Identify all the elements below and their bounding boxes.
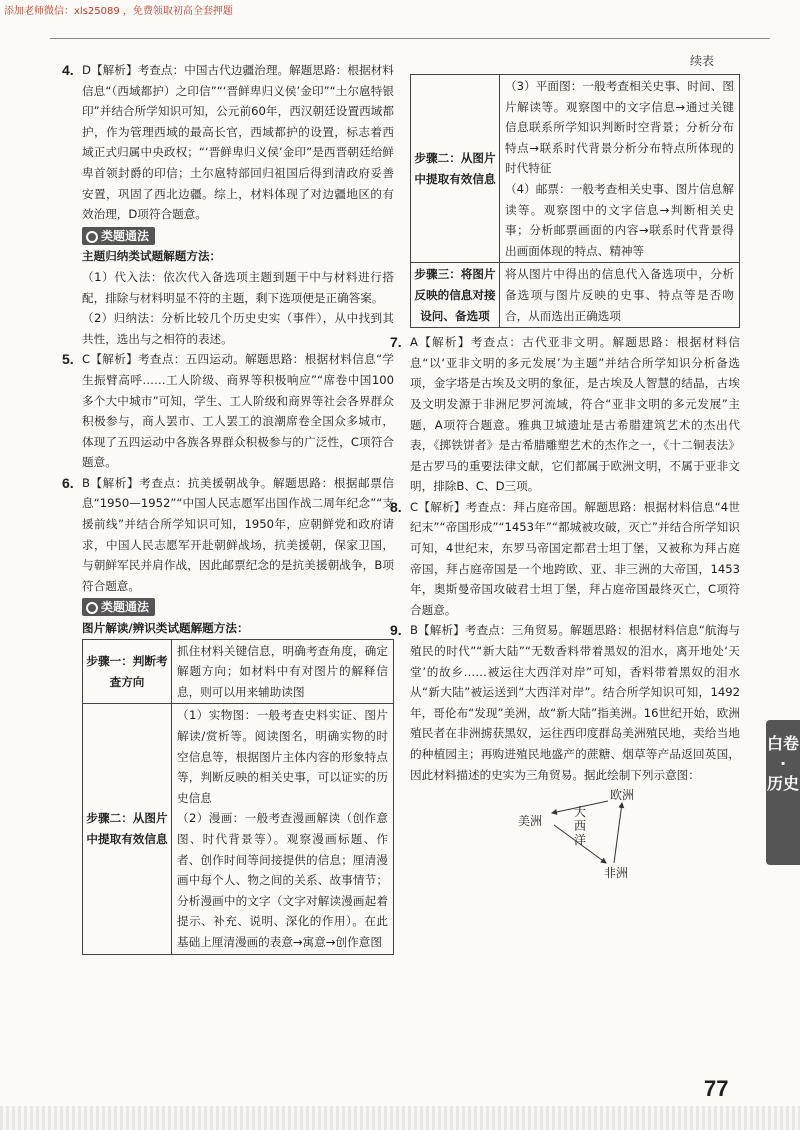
page-number: 77: [704, 1076, 729, 1101]
question-9: [390, 620, 740, 785]
tip-label: 类题通法: [82, 598, 155, 616]
step-body: 将从图片中得出的信息代入备选项中，分析备选项与图片反映的史事、特点等是否吻合，从而选出正确选项: [500, 263, 740, 328]
question-4: [62, 60, 394, 225]
step-head: 步骤二：从图片中提取有效信息: [83, 704, 172, 954]
steps-table-continued: [410, 74, 740, 328]
left-column: [62, 60, 394, 955]
continued-label: 续表: [690, 54, 715, 68]
table-row: [83, 639, 394, 704]
step-body: 抓住材料关键信息，明确考查角度，确定解题方向；如材料中有对图片的解释信息，则可以用来辅助读图: [172, 639, 394, 704]
label-atlantic: 大西洋: [574, 805, 587, 848]
question-number: 5.: [62, 351, 74, 368]
step-head: 步骤三：将图片反映的信息对接设问、备选项: [411, 263, 500, 328]
table-row: [83, 704, 394, 954]
tip-label: 类题通法: [82, 227, 155, 245]
question-text: B【解析】考查点：三角贸易。解题思路：根据材料信息“航海与殖民的时代”“新大陆”“无数香料带着黑奴的泪水，离开地处‘天堂’的故乡……被运往大西洋对岸”可知，香料带着黑奴的泪水从“新大陆”被运送到“大西洋对岸”。结合所学知识可知，1492年，哥伦布“发现”美洲，故“新大陆”指美洲。16世纪开始，欧洲殖民者在非洲掳获黑奴，运往西印度群岛美洲殖民地，卖给当地的种植园主；再购进殖民地盛产的蔗糖、烟草等产品返回英国，因此材料描述的史实为三角贸易。据此绘制下列示意图：: [410, 623, 740, 782]
step-sub-item: （1）实物图：一般考查史料实证、图片解读/赏析等。阅读图名，明确实物的时空信息等，根据图片主体内容的形象特点等，判断反映的相关史事，可以证实的历史信息: [177, 708, 388, 805]
steps-table: [82, 639, 394, 955]
step-head: 步骤一：判断考查方向: [83, 639, 172, 704]
scan-edge: [0, 1106, 800, 1130]
tab-dot: ·: [779, 754, 787, 773]
step-sub-item: （3）平面图：一般考查相关史事、时间、图片解读等。观察图中的文字信息→通过关键信息联系所学知识判断时空背景；分析分布特点→联系时代背景分析分布特点所体现的时代特征: [505, 79, 734, 176]
question-number: 6.: [62, 474, 74, 491]
subject-tab: [766, 720, 800, 865]
question-5: [62, 349, 394, 473]
header-rule: [50, 38, 770, 39]
step-body: [500, 75, 740, 263]
key-icon: [86, 231, 98, 243]
tip-item: （2）归纳法：分析比较几个历史史实（事件），从中找到其共性，选出与之相符的表述。: [82, 311, 394, 346]
question-6: [62, 473, 394, 597]
question-text: D【解析】考查点：中国古代边疆治理。解题思路：根据材料信息“（西域都护）之印信”“‘晋鲜卑归义侯’金印”“土尔扈特银印”并结合所学知识可知，公元前60年，西汉朝廷设置西域都护，作为管理西域的最高长官，西域都护的设置，标志着西域正式归属中央政权；“‘晋鲜卑归义侯’金印”是西晋朝廷给鲜卑首领封爵的印信；土尔扈特部回归祖国后得到清政府妥善安置，巩固了西北边疆。综上，材料体现了对边疆地区的有效治理，D项符合题意。: [82, 63, 394, 222]
tab-text: 白卷: [766, 734, 799, 753]
label-europe: 欧洲: [610, 788, 635, 803]
question-number: 4.: [62, 62, 74, 78]
label-africa: 非洲: [604, 866, 629, 881]
arrow-africa-europe: [614, 803, 622, 863]
key-icon: [86, 602, 98, 614]
question-text: C【解析】考查点：拜占庭帝国。解题思路：根据材料信息“4世纪末”“帝国形成”“1453年”“都城被攻破，灭亡”并结合所学知识可知，4世纪末，东罗马帝国定都君士坦丁堡，又被称为拜占庭帝国，拜占庭帝国是一个地跨欧、亚、非三洲的大帝国，1453年，奥斯曼帝国攻破君士坦丁堡，拜占庭帝国最终灭亡，C项符合题意。: [410, 499, 740, 617]
question-number: 7.: [390, 334, 402, 351]
question-8: [390, 497, 740, 621]
question-text: C【解析】考查点：五四运动。解题思路：根据材料信息“学生振臂高呼……工人阶级、商界等积极响应”“席卷中国100多个大中城市”可知，学生、工人阶级和商界等社会各界群众积极参与，商人罢市、工人罢工的浪潮席卷全国众多城市，体现了五四运动中各族各界群众积极参与的广泛性，C项符合题意。: [82, 352, 394, 470]
tip-box-2: [82, 596, 394, 954]
step-body: [172, 704, 394, 954]
table-row: [411, 75, 740, 263]
question-number: 8.: [390, 498, 402, 515]
tab-text: 历史: [766, 774, 799, 793]
question-7: [390, 332, 740, 497]
tip-box-1: [82, 225, 394, 350]
right-column: [390, 74, 740, 881]
step-sub-item: （4）邮票：一般考查相关史事、图片信息解读等。观察图中的文字信息→判断相关史事；分析邮票画面的内容→联系时代背景得出画面体现的特点、精神等: [505, 181, 734, 258]
step-sub-item: （2）漫画：一般考查漫画解读（创作意图、时代背景等）。观察漫画标题、作者、创作时间等间接提供的信息；厘清漫画中每个人、物之间的关系、故事情节；分析漫画中的文字（文字对解读漫画起着提示、补充、说明、深化的作用）。在此基础上厘清漫画的表意→寓意→创作意图: [177, 811, 388, 949]
step-head: 步骤二：从图片中提取有效信息: [411, 75, 500, 263]
question-text: A【解析】考查点：古代亚非文明。解题思路：根据材料信息“以‘亚非文明的多元发展’为主题”并结合所学知识分析备选项，金字塔是古埃及文明的象征，是古埃及人智慧的结晶，古埃及文明发源于非洲尼罗河流域，符合“亚非文明的多元发展”主题，A项符合题意。雅典卫城遗址是古希腊建筑艺术的杰出代表，《掷铁饼者》是古希腊雕塑艺术的杰作之一，《十二铜表法》是古罗马的重要法律文献，它们都属于欧洲文明，不属于亚非文明，排除B、C、D三项。: [410, 335, 740, 494]
tip-item: （1）代入法：依次代入备选项主题到题干中与材料进行搭配，排除与材料明显不符的主题，剩下选项便是正确答案。: [82, 269, 394, 305]
table-row: [411, 263, 740, 328]
triangle-trade-diagram: [518, 785, 658, 881]
label-america: 美洲: [518, 814, 543, 829]
watermark: 添加老师微信：xls25089 ，免费领取初高全套押题: [4, 6, 233, 17]
tip-title: 主题归纳类试题解题方法：: [82, 249, 222, 264]
tip-title: 图片解读/辨识类试题解题方法：: [82, 621, 249, 636]
question-text: B【解析】考查点：抗美援朝战争。解题思路：根据邮票信息“1950—1952”“中国人民志愿军出国作战二周年纪念”“支援前线”并结合所学知识可知，1950年，应朝鲜党和政府请求，中国人民志愿军开赴朝鲜战场，抗美援朝，保家卫国，与朝鲜军民并肩作战，因此邮票纪念的是抗美援朝战争，B项符合题意。: [82, 475, 394, 593]
question-number: 9.: [390, 622, 402, 639]
